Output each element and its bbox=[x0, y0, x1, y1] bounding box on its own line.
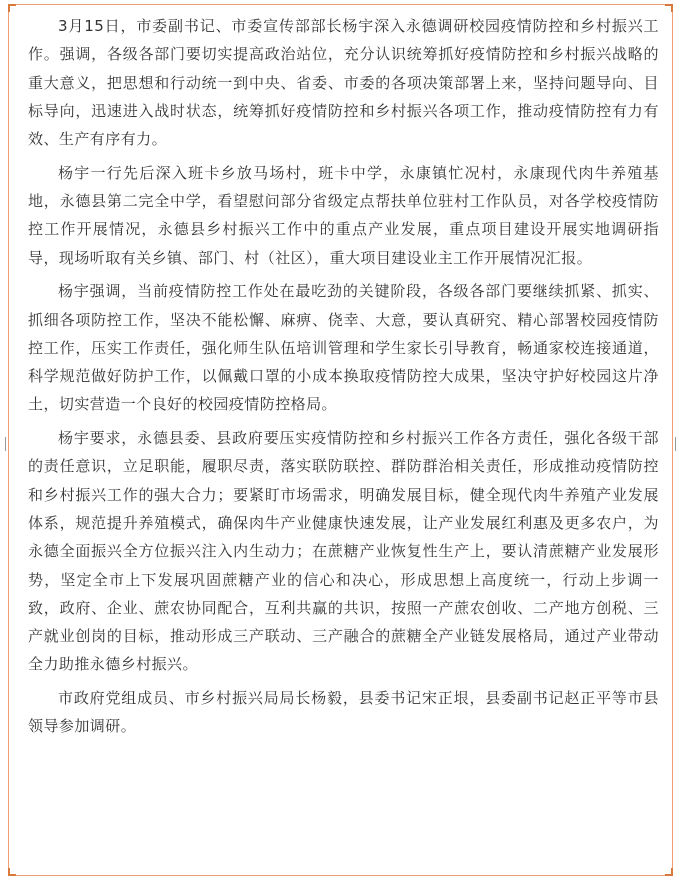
frame-corner-top-right bbox=[665, 4, 673, 12]
frame-side-mark-right bbox=[675, 437, 676, 451]
frame-side-mark-left bbox=[5, 437, 6, 451]
article-frame bbox=[8, 4, 673, 876]
article-paragraph-1: 3月15日，市委副书记、市委宣传部部长杨宇深入永德调研校园疫情防控和乡村振兴工作。强调，各级各部门要切实提高政治站位，充分认识统筹抓好疫情防控和乡村振兴战略的重大意义，把思想和行动统一到中央、省委、市委的各项决策部署上来，坚持问题导向、目标导向，迅速进入战时状态，统筹抓好疫情防控和乡村振兴各项工作，推动疫情防控有力有效、生产有序有力。 bbox=[28, 17, 659, 149]
article-paragraph-3: 杨宇强调，当前疫情防控工作处在最吃劲的关键阶段，各级各部门要继续抓紧、抓实、抓细各项防控工作，坚决不能松懈、麻痹、侥幸、大意，要认真研究、精心部署校园疫情防控工作，压实工作责任，强化师生队伍培训管理和学生家长引导教育，畅通家校连接通道，科学规范做好防护工作，以佩戴口罩的小成本换取疫情防控大成果，坚决守护好校园这片净土，切实营造一个良好的校园疫情防控格局。 bbox=[28, 282, 659, 414]
article-body bbox=[28, 12, 659, 741]
frame-corner-top-left bbox=[8, 4, 16, 12]
frame-corner-bottom-right bbox=[665, 868, 673, 876]
article-paragraph-2: 杨宇一行先后深入班卡乡放马场村，班卡中学，永康镇忙况村，永康现代肉牛养殖基地，永德县第二完全中学，看望慰问部分省级定点帮扶单位驻村工作队员，对各学校疫情防控工作开展情况，永德县乡村振兴工作中的重点产业发展，重点项目建设开展实地调研指导，现场听取有关乡镇、部门、村（社区），重大项目建设业主工作开展情况汇报。 bbox=[28, 163, 659, 267]
article-paragraph-4: 杨宇要求，永德县委、县政府要压实疫情防控和乡村振兴工作各方责任，强化各级干部的责任意识，立足职能，履职尽责，落实联防联控、群防群治相关责任，形成推动疫情防控和乡村振兴工作的强大合力；要紧盯市场需求，明确发展目标，健全现代肉牛养殖产业发展体系，规范提升养殖模式，确保肉牛产业健康快速发展，让产业发展红利惠及更多农户，为永德全面振兴全方位振兴注入内生动力；在蔗糖产业恢复性生产上，要认清蔗糖产业发展形势，坚定全市上下发展巩固蔗糖产业的信心和决心，形成思想上高度统一，行动上步调一致，政府、企业、蔗农协同配合，互利共赢的共识，按照一产蔗农创收、二产地方创税、三产就业创岗的目标，推动形成三产联动、三产融合的蔗糖全产业链发展格局，通过产业带动全力助推永德乡村振兴。 bbox=[28, 429, 659, 674]
frame-corner-bottom-left bbox=[8, 868, 16, 876]
article-paragraph-5: 市政府党组成员、市乡村振兴局局长杨毅，县委书记宋正垠，县委副书记赵正平等市县领导参加调研。 bbox=[28, 689, 659, 736]
